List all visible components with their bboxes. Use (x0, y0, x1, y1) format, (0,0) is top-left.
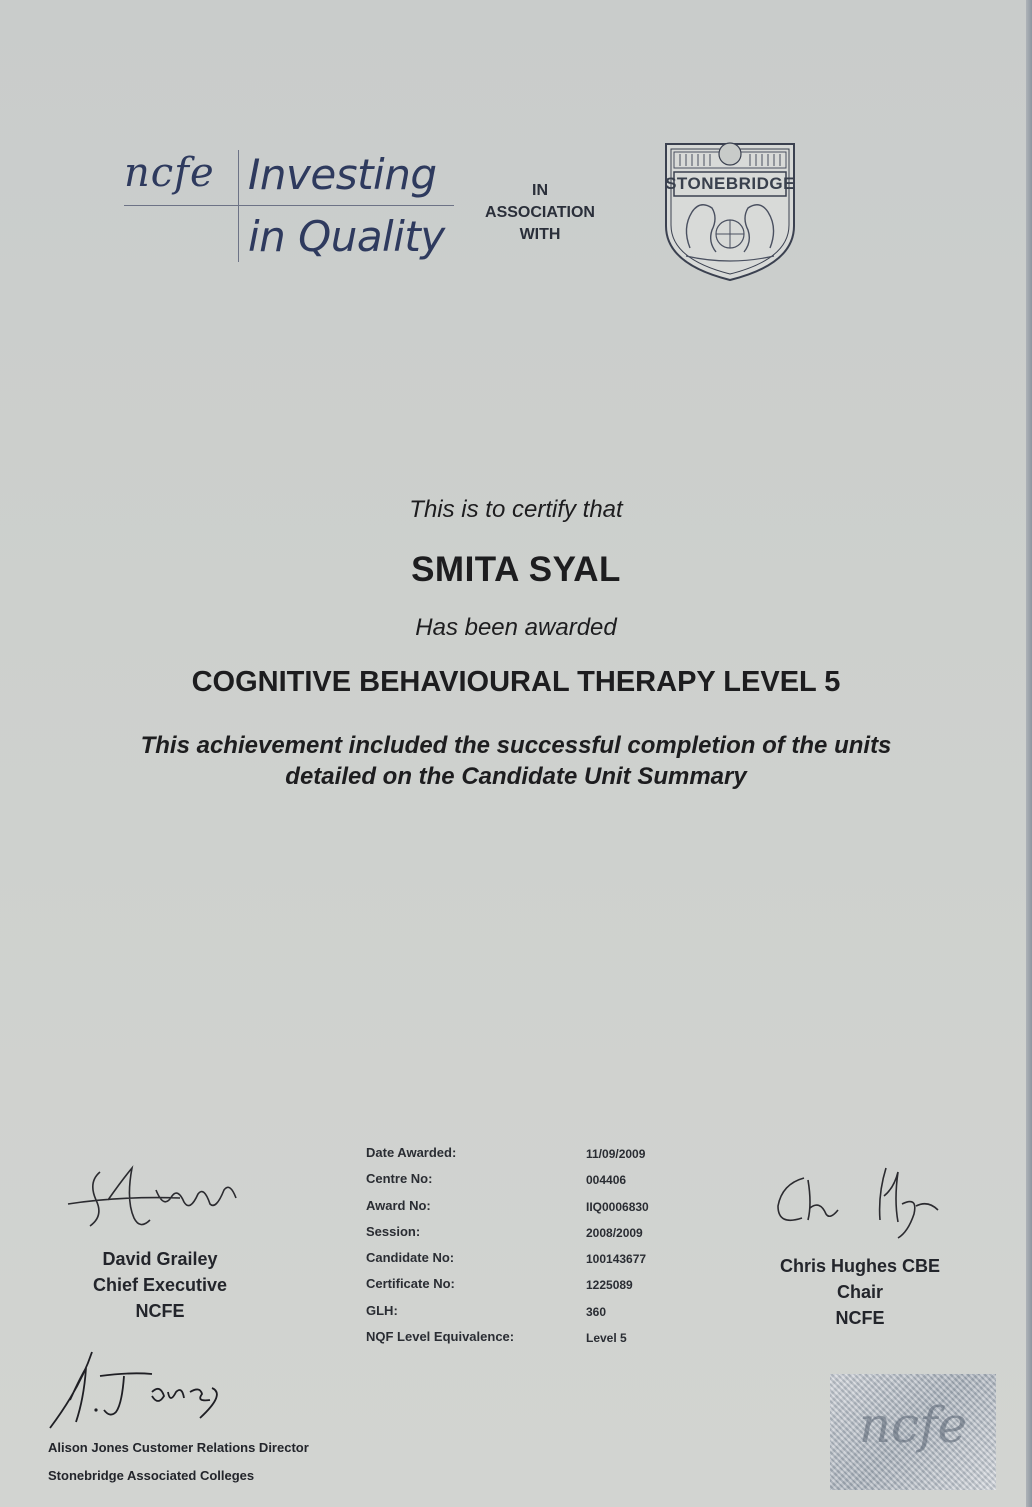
logo-tagline-line2: in Quality (248, 212, 445, 261)
achievement-line2: detailed on the Candidate Unit Summary (285, 763, 747, 790)
detail-value: 1225089 (586, 1278, 633, 1293)
right-signatory-title: Chair (836, 1282, 883, 1302)
left-signatory-org: NCFE (135, 1301, 185, 1321)
hologram-seal (830, 1374, 996, 1490)
detail-label: NQF Level Equivalence: (366, 1329, 515, 1345)
certify-intro: This is to certify that (409, 496, 623, 523)
detail-label: Award No: (366, 1197, 431, 1213)
detail-value: 004406 (586, 1173, 627, 1188)
detail-label: Certificate No: (366, 1276, 455, 1292)
detail-row (366, 1303, 706, 1329)
detail-label: GLH: (366, 1302, 398, 1318)
detail-value: IIQ0006830 (586, 1199, 649, 1214)
detail-row (366, 1224, 706, 1250)
detail-row (366, 1250, 706, 1276)
detail-row (366, 1329, 706, 1355)
detail-value: Level 5 (586, 1331, 627, 1346)
right-signatory (760, 1253, 960, 1331)
qualification-title: COGNITIVE BEHAVIOURAL THERAPY LEVEL 5 (191, 666, 841, 698)
crest-shield-icon (662, 138, 798, 284)
achievement-statement (0, 730, 1032, 792)
signature-chris-hughes (768, 1160, 948, 1240)
bottom-signatory-line2: Stonebridge Associated Colleges (48, 1468, 255, 1483)
detail-value: 11/09/2009 (586, 1147, 646, 1161)
crest-title: STONEBRIDGE (665, 174, 795, 193)
hologram-text: ncfe (858, 1396, 968, 1454)
bottom-signatory-line1: Alison Jones Customer Relations Director (48, 1440, 309, 1455)
logo-divider-horizontal (124, 205, 454, 206)
signature-alison-jones (40, 1348, 230, 1434)
awarded-text: Has been awarded (415, 614, 617, 641)
detail-label: Session: (366, 1223, 421, 1239)
detail-label: Centre No: (366, 1171, 433, 1187)
association-line1: IN (532, 182, 548, 199)
logo-divider-vertical (238, 150, 239, 262)
detail-row (366, 1198, 706, 1224)
left-signatory (60, 1246, 260, 1324)
detail-label: Candidate No: (366, 1250, 455, 1266)
achievement-line1: This achievement included the successful completion of the units (140, 732, 892, 759)
left-signatory-name: David Grailey (102, 1249, 218, 1269)
detail-row (366, 1171, 706, 1197)
detail-label: Date Awarded: (366, 1145, 457, 1160)
right-signatory-name: Chris Hughes CBE (779, 1256, 941, 1276)
recipient-name: SMITA SYAL (411, 550, 621, 589)
ncfe-logo-text: ncfe (124, 150, 215, 196)
association-line3: WITH (519, 226, 561, 243)
logo-tagline-line1: Investing (248, 150, 437, 199)
association-text (470, 180, 610, 246)
right-signatory-org: NCFE (835, 1308, 885, 1328)
detail-value: 360 (586, 1304, 607, 1319)
page-edge (1026, 0, 1032, 1507)
detail-row (366, 1145, 706, 1171)
signature-david-grailey (60, 1160, 250, 1240)
detail-row (366, 1276, 706, 1302)
bottom-signatory (48, 1434, 309, 1490)
left-signatory-title: Chief Executive (92, 1275, 228, 1295)
ncfe-logo (124, 150, 464, 270)
detail-value: 100143677 (586, 1252, 647, 1267)
stonebridge-crest (662, 138, 798, 284)
association-line2: ASSOCIATION (485, 204, 595, 221)
detail-value: 2008/2009 (586, 1225, 643, 1240)
award-details (366, 1145, 706, 1355)
